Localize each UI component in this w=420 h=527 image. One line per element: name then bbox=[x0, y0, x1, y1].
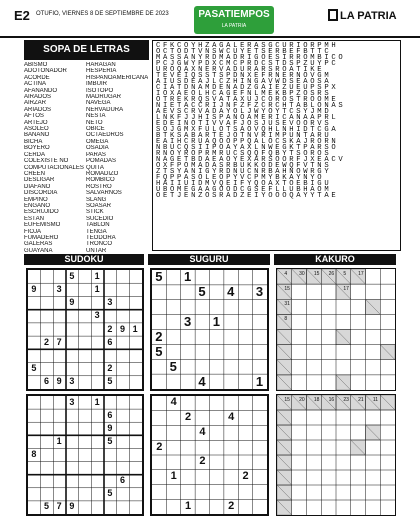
sudoku-given: 6 bbox=[120, 475, 126, 486]
suguru-given: 4 bbox=[228, 411, 235, 424]
word-item: QUITA bbox=[86, 164, 104, 171]
kakuro-clue: 18 bbox=[313, 397, 320, 403]
grid-row: HAIIUIDMVQEIFYQOAXTOEBIGU bbox=[156, 179, 332, 188]
sudoku-given: 5 bbox=[69, 270, 75, 281]
grid-row: OTREKRQSVATAXUJCOROSTROOME bbox=[156, 95, 339, 104]
grid-row: IOXAEOLHCAGEFNLMEKBPZOSRS bbox=[156, 89, 332, 98]
word-item: TABLÓN bbox=[86, 222, 110, 229]
word-item: AFTOS bbox=[24, 113, 44, 120]
kakuro-clue: 17 bbox=[358, 271, 364, 277]
word-item: ADOTONADOR bbox=[24, 68, 67, 75]
kakuro-clue: 26 bbox=[328, 271, 335, 277]
sudoku-given: 6 bbox=[107, 409, 113, 420]
word-item: ARTEJO bbox=[24, 119, 48, 126]
suguru-given: 2 bbox=[242, 470, 249, 483]
word-item: ASOLEO bbox=[24, 126, 49, 133]
word-item: COLEXISTE NO bbox=[24, 158, 69, 165]
word-item: ROMADIZO bbox=[86, 170, 119, 177]
kakuro-clue: 15 bbox=[284, 286, 290, 293]
suguru-given: 2 bbox=[228, 499, 235, 512]
suguru-given: 1 bbox=[184, 499, 192, 512]
grid-row: MASSANYRDMADRIGOESIRROMBICO bbox=[156, 53, 346, 62]
kakuro-clue: 23 bbox=[343, 397, 349, 403]
grid-row: OCTODTVNSWCUYETSERBEFBTTC bbox=[156, 47, 332, 56]
sudoku-given: 6 bbox=[44, 376, 50, 387]
kakuro-grid-top[interactable] bbox=[276, 268, 396, 391]
grid-row: SOJGMXFULOTSAOVQHLNHIDTCGA bbox=[156, 125, 339, 134]
word-item: BANANO bbox=[24, 132, 50, 139]
word-item: OBICE bbox=[86, 126, 105, 133]
word-item: FUMADERO bbox=[24, 234, 59, 241]
sudoku-given: 3 bbox=[69, 396, 75, 407]
suguru-given: 1 bbox=[255, 373, 264, 389]
word-item: ACTIÑA bbox=[24, 81, 47, 88]
suguru-given: 2 bbox=[199, 455, 206, 468]
word-item: ISOTOPO bbox=[86, 87, 114, 94]
pasatiempos-logo bbox=[194, 6, 274, 34]
word-column-1 bbox=[24, 62, 86, 254]
word-item: CERDA bbox=[24, 151, 46, 158]
sudoku-grid-bottom[interactable] bbox=[26, 394, 144, 516]
word-item: EMPINO bbox=[24, 196, 48, 203]
word-item: OCTAEDROS bbox=[86, 132, 124, 139]
word-item: OMEGA bbox=[86, 138, 109, 145]
word-item: BOYERO bbox=[24, 145, 50, 152]
sudoku-given: 5 bbox=[107, 376, 113, 387]
sudoku-given: 3 bbox=[107, 297, 113, 308]
kakuro-clue: 4 bbox=[284, 271, 288, 277]
word-item: ACORDE bbox=[24, 74, 50, 81]
sudoku-given: 7 bbox=[56, 336, 62, 347]
suguru-grid-top[interactable] bbox=[150, 268, 269, 391]
word-item: AIRZAR bbox=[24, 100, 47, 107]
word-item: HISPANOAMERICANA bbox=[86, 74, 148, 81]
sudoku-given: 5 bbox=[31, 363, 37, 374]
suguru-given: 5 bbox=[169, 358, 177, 374]
word-column-2 bbox=[86, 62, 148, 254]
kakuro-clue: 30 bbox=[299, 271, 305, 277]
grid-row: AIUSDEAJLCZHINGAVWDSEAOSA bbox=[156, 77, 332, 86]
sudoku-given: 1 bbox=[94, 283, 100, 294]
grid-row: NAGETBDAEAOYEXARSOORFJXEACV bbox=[156, 155, 346, 164]
word-item: GUAYANA bbox=[24, 247, 53, 254]
word-item: ARIADOS bbox=[24, 106, 52, 113]
grid-row: TEVEIQSSTSPDNXEFRNERNOVGM bbox=[156, 71, 332, 80]
suguru-given: 5 bbox=[155, 343, 163, 359]
word-item: ABISMO bbox=[24, 62, 48, 68]
kakuro-clue: 21 bbox=[358, 397, 364, 403]
grid-row: CFKCOYHZAGALERASGCURIORPMH bbox=[156, 42, 339, 50]
grid-row: AEVSCRVADAYOLJWYOYTCSYJMD bbox=[156, 107, 332, 116]
word-item: DIAFANO bbox=[24, 183, 51, 190]
grid-row: UROQAXNERVADURARSROATIKE bbox=[156, 65, 325, 74]
suguru-given: 5 bbox=[155, 269, 163, 285]
sudoku-given: 2 bbox=[107, 363, 113, 374]
suguru-given: 4 bbox=[170, 396, 177, 409]
sopa-title: SOPA DE LETRAS bbox=[24, 40, 149, 60]
kakuro-clue: 8 bbox=[284, 316, 288, 323]
word-item: SOASAR bbox=[86, 202, 112, 209]
word-item: OSADÍA bbox=[86, 145, 109, 152]
sudoku-given: 9 bbox=[107, 422, 113, 433]
word-item: POMADAS bbox=[86, 158, 117, 165]
suguru-given: 1 bbox=[170, 470, 177, 483]
kakuro-clue: 5 bbox=[343, 271, 347, 277]
kakuro-grid-bottom[interactable] bbox=[276, 394, 396, 516]
word-item: NERVADURA bbox=[86, 106, 124, 113]
word-item: SUCEDIO bbox=[86, 215, 114, 222]
suguru-given: 2 bbox=[155, 328, 163, 344]
suguru-given: 1 bbox=[212, 314, 220, 330]
word-item: AIRADOS bbox=[24, 94, 52, 101]
grid-row: CIATDNAMDENADZGAIEZUEUPSPX bbox=[156, 83, 339, 92]
word-item: NESTA bbox=[86, 113, 106, 120]
word-item: PARAS bbox=[86, 151, 106, 158]
letter-grid bbox=[152, 40, 401, 251]
grid-row: OETJENZOSRADZEIYOOOQAYYTAE bbox=[156, 191, 339, 200]
suguru-given: 4 bbox=[199, 425, 206, 438]
kakuro-clue: 31 bbox=[284, 301, 290, 308]
word-item: TENGA bbox=[86, 228, 107, 235]
sudoku-given: 2 bbox=[44, 336, 50, 347]
word-item: GALERAS bbox=[24, 241, 53, 248]
word-item: DISCORDIA bbox=[24, 190, 58, 197]
sudoku-given: 7 bbox=[56, 501, 62, 512]
sudoku-given: 8 bbox=[31, 449, 37, 459]
kakuro-clue: 15 bbox=[313, 271, 320, 277]
word-item: IMBUIR bbox=[86, 81, 107, 88]
word-item: ENGAÑO bbox=[24, 202, 51, 209]
brand-name: LA PATRIA bbox=[340, 10, 397, 22]
sudoku-given: 9 bbox=[56, 376, 62, 387]
suguru-given: 2 bbox=[184, 411, 192, 424]
sudoku-given: 1 bbox=[56, 435, 62, 446]
patria-icon bbox=[328, 9, 338, 21]
suguru-title: SUGURU bbox=[148, 254, 270, 265]
sudoku-given: 2 bbox=[107, 323, 113, 334]
suguru-given: 4 bbox=[198, 373, 206, 389]
sudoku-given: 9 bbox=[120, 323, 126, 334]
word-item: DESLIGAR bbox=[24, 177, 55, 184]
suguru-grid-bottom[interactable] bbox=[150, 394, 269, 516]
word-item: COMPUTACIONALES bbox=[24, 164, 84, 171]
grid-row: BTKSABARTEJOTNVRIMPUNTARU bbox=[156, 131, 332, 140]
sudoku-given: 9 bbox=[69, 501, 75, 512]
sudoku-given: 1 bbox=[132, 323, 138, 334]
date-line: OTUFIO, VIERNES 8 DE SEPTIEMBRE DE 2023 bbox=[36, 11, 169, 17]
kakuro-title: KAKURO bbox=[274, 254, 396, 265]
grid-row: RNOYROPRMRUCSQQFQBYTSOROS bbox=[156, 149, 332, 158]
grid-row: UBOMEGAAGOODCGSEFLLUBHAOM bbox=[156, 185, 332, 194]
sudoku-given: 6 bbox=[107, 336, 113, 347]
grid-row: EAIHCRUAQOOPPQALOCSKAJRORN bbox=[156, 137, 339, 146]
word-item: UNTAR bbox=[86, 247, 107, 254]
word-item: SLANG bbox=[86, 196, 107, 203]
page-number: E2 bbox=[14, 8, 30, 23]
word-item: SALVARNOS bbox=[86, 190, 122, 197]
word-item: ESTÁN bbox=[24, 215, 45, 222]
word-item: AFANANDO bbox=[24, 87, 58, 94]
sudoku-given: 5 bbox=[107, 435, 113, 446]
word-item: HARAGÁN bbox=[86, 62, 116, 68]
word-item: FIOJA bbox=[24, 228, 42, 235]
sudoku-given: 1 bbox=[94, 396, 100, 407]
suguru-given: 3 bbox=[183, 314, 192, 330]
kakuro-clue: 15 bbox=[284, 397, 290, 403]
grid-row: OXFPOMADASRBUKKODEWQFVTNS bbox=[156, 161, 332, 170]
word-item: EUFEMISMO bbox=[24, 222, 61, 229]
grid-row: ZTSYANIGYRDNUCNRBAHNOWRGY bbox=[156, 167, 332, 176]
grid-row: EDEINOTIVVAFJOSJUSEVOORVS bbox=[156, 119, 332, 128]
suguru-given: 1 bbox=[183, 269, 192, 285]
kakuro-clue: 16 bbox=[328, 397, 335, 403]
grid-row: FQPPASOLEOPYVCPMYBKAYNYO bbox=[156, 173, 325, 182]
grid-row: NIETACCRIJNFZFZCRCHTABLONAS bbox=[156, 101, 346, 110]
word-item: ESCRUJIDO bbox=[24, 209, 59, 216]
kakuro-clue: 11 bbox=[372, 397, 379, 403]
word-item: ROSTRO bbox=[86, 183, 112, 190]
grid-row: PCJGWYPDXCMCPRDCSTDSPZUYPC bbox=[156, 59, 339, 68]
word-item: ROMBICO bbox=[86, 177, 115, 184]
grid-row: NBUCQSIIPOAYAXLNWEGKTPARSO bbox=[156, 143, 339, 152]
sudoku-given: 5 bbox=[107, 488, 113, 499]
sudoku-given: 9 bbox=[69, 297, 75, 308]
logo-title: PASATIEMPOS bbox=[198, 9, 270, 20]
sudoku-given: 3 bbox=[69, 376, 75, 387]
sudoku-given: 5 bbox=[44, 501, 50, 512]
suguru-given: 3 bbox=[255, 284, 264, 300]
word-item: NAVEGA bbox=[86, 100, 111, 107]
word-item: STICK bbox=[86, 209, 104, 216]
sudoku-given: 1 bbox=[94, 270, 100, 281]
kakuro-clue: 20 bbox=[299, 397, 305, 403]
sudoku-given: 3 bbox=[94, 310, 100, 321]
word-item: CREEN bbox=[24, 170, 46, 177]
suguru-given: 2 bbox=[156, 440, 163, 453]
suguru-given: 5 bbox=[198, 284, 206, 300]
suguru-given: 4 bbox=[227, 284, 235, 300]
word-item: TRONCO bbox=[86, 241, 112, 248]
sudoku-grid-top[interactable] bbox=[26, 268, 144, 391]
word-item: BICHA bbox=[24, 138, 43, 145]
sudoku-title: SUDOKU bbox=[24, 254, 144, 265]
logo-subtitle: LA PATRIA bbox=[221, 23, 247, 29]
kakuro-clue: 17 bbox=[343, 286, 349, 293]
grid-row: LNKFJJHISPANOAMERICANAAPRL bbox=[156, 113, 339, 122]
sudoku-given: 9 bbox=[31, 283, 37, 294]
word-item: MADRUGAR bbox=[86, 94, 122, 101]
sudoku-given: 3 bbox=[56, 283, 62, 294]
word-item: TEODORA bbox=[86, 234, 116, 241]
word-item: HESPERIA bbox=[86, 68, 117, 75]
page-header bbox=[0, 0, 420, 38]
word-item: NETO bbox=[86, 119, 103, 126]
